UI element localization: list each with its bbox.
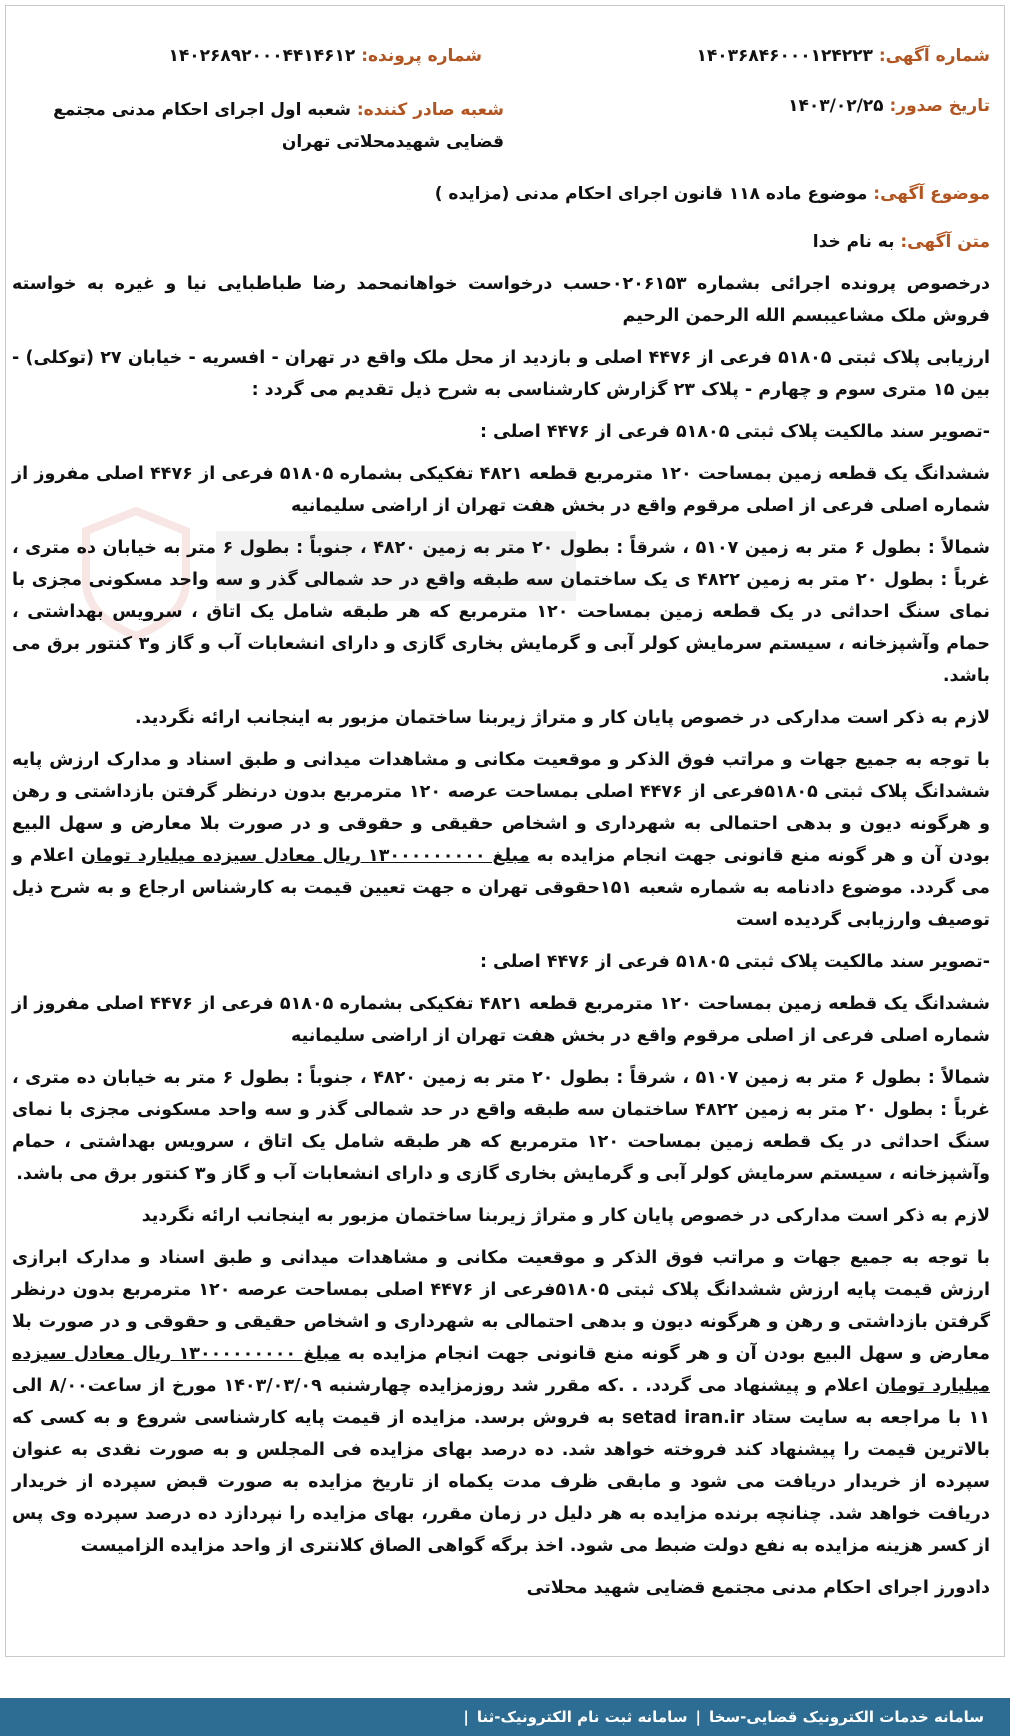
issuing-branch [24,94,504,158]
issuing-branch-value: شعبه اول اجرای احکام مدنی مجتمع قضایی شهیدمحلاتی تهران [53,100,504,152]
notice-body [12,268,990,1614]
notice-subject-value: موضوع ماده ۱۱۸ قانون اجرای احکام مدنی (مزایده ) [434,184,868,204]
paragraph: ششدانگ یک قطعه زمین بمساحت ۱۲۰ مترمربع قطعه ۴۸۲۱ تفکیکی بشماره ۵۱۸۰۵ فرعی از ۴۴۷۶ اصلی مفروز از شماره اصلی فرعی از اصلی مرقوم واقع در بخش هفت تهران از اراضی سلیمانیه [12,464,991,516]
issue-date-value: ۱۴۰۳/۰۲/۲۵ [788,96,884,116]
notice-frame [5,5,1005,1657]
notice-subject [435,184,990,204]
file-number-label: شماره پرونده: [361,46,482,66]
paragraph: درخصوص پرونده اجرائی بشماره ۰۲۰۶۱۵۳حسب درخواست خواهانمحمد رضا طباطبایی نیا و غیره به خواسته فروش ملک مشاعیبسم الله الرحمن الرحیم [12,274,991,326]
paragraph: لازم به ذکر است مدارکی در خصوص پایان کار و متراژ زیربنا ساختمان مزبور به اینجانب ارائه نگردید. [135,708,990,728]
price-amount: مبلغ ۱۳۰۰۰۰۰۰۰۰۰ ریال معادل سیزده میلیارد تومان [80,846,530,866]
footer-separator: | [695,1708,701,1726]
text-run: اعلام و می گردد. موضوع دادنامه به شماره شعبه ۱۵۱حقوقی تهران ه جهت تعیین قیمت به کارشناس ارجاع و به شرح ذیل توصیف وارزیابی گردیده است [12,846,991,930]
footer-separator: | [463,1708,469,1726]
paragraph: -تصویر سند مالکیت پلاک ثبتی ۵۱۸۰۵ فرعی از ۴۴۷۶ اصلی : [479,422,990,442]
notice-body-start: به نام خدا [812,232,895,252]
paragraph: شمالاً : بطول ۶ متر به زمین ۵۱۰۷ ، شرقاً : بطول ۲۰ متر به زمین ۴۸۲۰ ، جنوباً : بطول ۶ متر به خیابان ده متری ، غرباً : بطول ۲۰ متر به زمین ۴۸۲۲ ی یک ساختمان سه طبقه واقع در حد شمالی گذر و سه واحد مسکونی مجزی با نمای سنگ احداثی در یک قطعه زمین بمساحت ۱۲۰ مترمربع که هر طبقه شامل یک اتاق ، سرویس بهداشتی ، حمام وآشپزخانه ، سیستم سرمایش کولر آبی و گرمایش بخاری گازی و دارای انشعابات آب و گاز و۳ کنتور برق می باشد. [12,538,990,686]
notice-body-heading [813,232,990,252]
notice-number [696,46,990,66]
paragraph: ششدانگ یک قطعه زمین بمساحت ۱۲۰ مترمربع قطعه ۴۸۲۱ تفکیکی بشماره ۵۱۸۰۵ فرعی از ۴۴۷۶ اصلی مفروز از شماره اصلی فرعی از اصلی مرقوم واقع در بخش هفت تهران از اراضی سلیمانیه [12,994,991,1046]
paragraph: -تصویر سند مالکیت پلاک ثبتی ۵۱۸۰۵ فرعی از ۴۴۷۶ اصلی : [479,952,990,972]
file-number-value: ۱۴۰۲۶۸۹۲۰۰۰۴۴۱۴۶۱۲ [168,46,356,66]
footer-link-sana[interactable]: سامانه ثبت نام الکترونیک-ثنا [476,1708,688,1726]
paragraph: شمالاً : بطول ۶ متر به زمین ۵۱۰۷ ، شرقاً : بطول ۲۰ متر به زمین ۴۸۲۰ ، جنوباً : بطول ۶ متر به خیابان ده متری ، غرباً : بطول ۲۰ متر به زمین ۴۸۲۲ ساختمان سه طبقه واقع در حد شمالی گذر و سه واحد مسکونی مجزی با نمای سنگ احداثی در یک قطعه زمین بمساحت ۱۲۰ مترمربع که هر طبقه شامل یک اتاق ، سرویس بهداشتی ، حمام وآشپزخانه ، سیستم سرمایش کولر آبی و گرمایش بخاری گازی و دارای انشعابات آب و گاز و۳ کنتور برق می باشد. [12,1068,990,1184]
text-run: اعلام و پیشنهاد می گردد. . .که مقرر شد روزمزایده چهارشنبه ۱۴۰۳/۰۳/۰۹ مورخ از ساعت۸/۰۰ الی ۱۱ با مراجعه به سایت ستاد setad iran.ir به فروش برسد. مزایده از قیمت پایه کارشناسی شروع و به کسی که بالاترین قیمت را پیشنهاد کند فروخته خواهد شد. ده درصد بهای مزایده فی المجلس و به صورت نقدی به عنوان سپرده از خریدار دریافت می شود و مابقی ظرف مدت یکماه از تاریخ مزایده به صورت قبض سپرده از خریدار دریافت خواهد شد. چنانچه برنده مزایده به هر دلیل در زمان مقرر، بهای مزایده را نپردازد ده درصد سپرده وی پس از کسر هزینه مزایده به نفع دولت ضبط می شود. اخذ برگه گواهی الصاق کلانتری از واحد مزایده الزامیست [12,1376,990,1556]
notice-subject-label: موضوع آگهی: [873,184,990,204]
text-run: با توجه به جمیع جهات و مراتب فوق الذکر و موقعیت مکانی و مشاهدات میدانی و طبق اسناد و مدارک ارزش پایه ششدانگ پلاک ثبتی ۵۱۸۰۵فرعی از ۴۴۷۶ اصلی بمساحت عرصه ۱۲۰ مترمربع بدون درنظر گرفتن بازداشتی و رهن و هرگونه دیون و بدهی احتمالی به شهرداری و اشخاص حقیقی و حقوقی و در صورت بلا معارض و سهل البیع بودن آن و هر گونه منع قانونی جهت انجام مزایده به [12,750,991,866]
issuing-branch-label: شعبه صادر کننده: [356,100,504,120]
footer-link-sakha[interactable]: سامانه خدمات الکترونیک قضایی-سخا [708,1708,984,1726]
issue-date [788,96,990,116]
file-number [168,46,482,66]
price-amount: مبلغ ۱۳۰۰۰۰۰۰۰۰۰ ریال معادل سیزده میلیارد تومان [12,1344,990,1396]
footer-bar [0,1698,1010,1736]
notice-number-label: شماره آگهی: [878,46,990,66]
paragraph [12,744,990,936]
issue-date-label: تاریخ صدور: [889,96,990,116]
paragraph: ارزیابی پلاک ثبتی ۵۱۸۰۵ فرعی از ۴۴۷۶ اصلی و بازدید از محل ملک واقع در تهران - افسریه - خیابان ۲۷ (توکلی) - بین ۱۵ متری سوم و چهارم - پلاک ۲۳ گزارش کارشناسی به شرح ذیل تقدیم می گردد : [12,348,991,400]
paragraph: لازم به ذکر است مدارکی در خصوص پایان کار و متراژ زیربنا ساختمان مزبور به اینجانب ارائه نگردید [141,1206,990,1226]
notice-number-value: ۱۴۰۳۶۸۴۶۰۰۰۱۲۴۲۲۳ [696,46,873,66]
notice-body-label: متن آگهی: [900,232,990,252]
signature-line: دادورز اجرای احکام مدنی مجتمع قضایی شهید محلاتی [526,1578,990,1598]
text-run: با توجه به جمیع جهات و مراتب فوق الذکر و موقعیت مکانی و مشاهدات میدانی و طبق اسناد و مدارک ابرازی ارزش قیمت پایه ارزش ششدانگ پلاک ثبتی ۵۱۸۰۵فرعی از ۴۴۷۶ اصلی بمساحت عرصه ۱۲۰ مترمربع بدون درنظر گرفتن بازداشتی و رهن و هرگونه دیون و بدهی احتمالی به شهرداری و اشخاص حقیقی و حقوقی و در صورت بلا معارض و سهل البیع بودن آن و هر گونه منع قانونی جهت انجام مزایده به [12,1248,990,1364]
paragraph [12,1242,990,1562]
